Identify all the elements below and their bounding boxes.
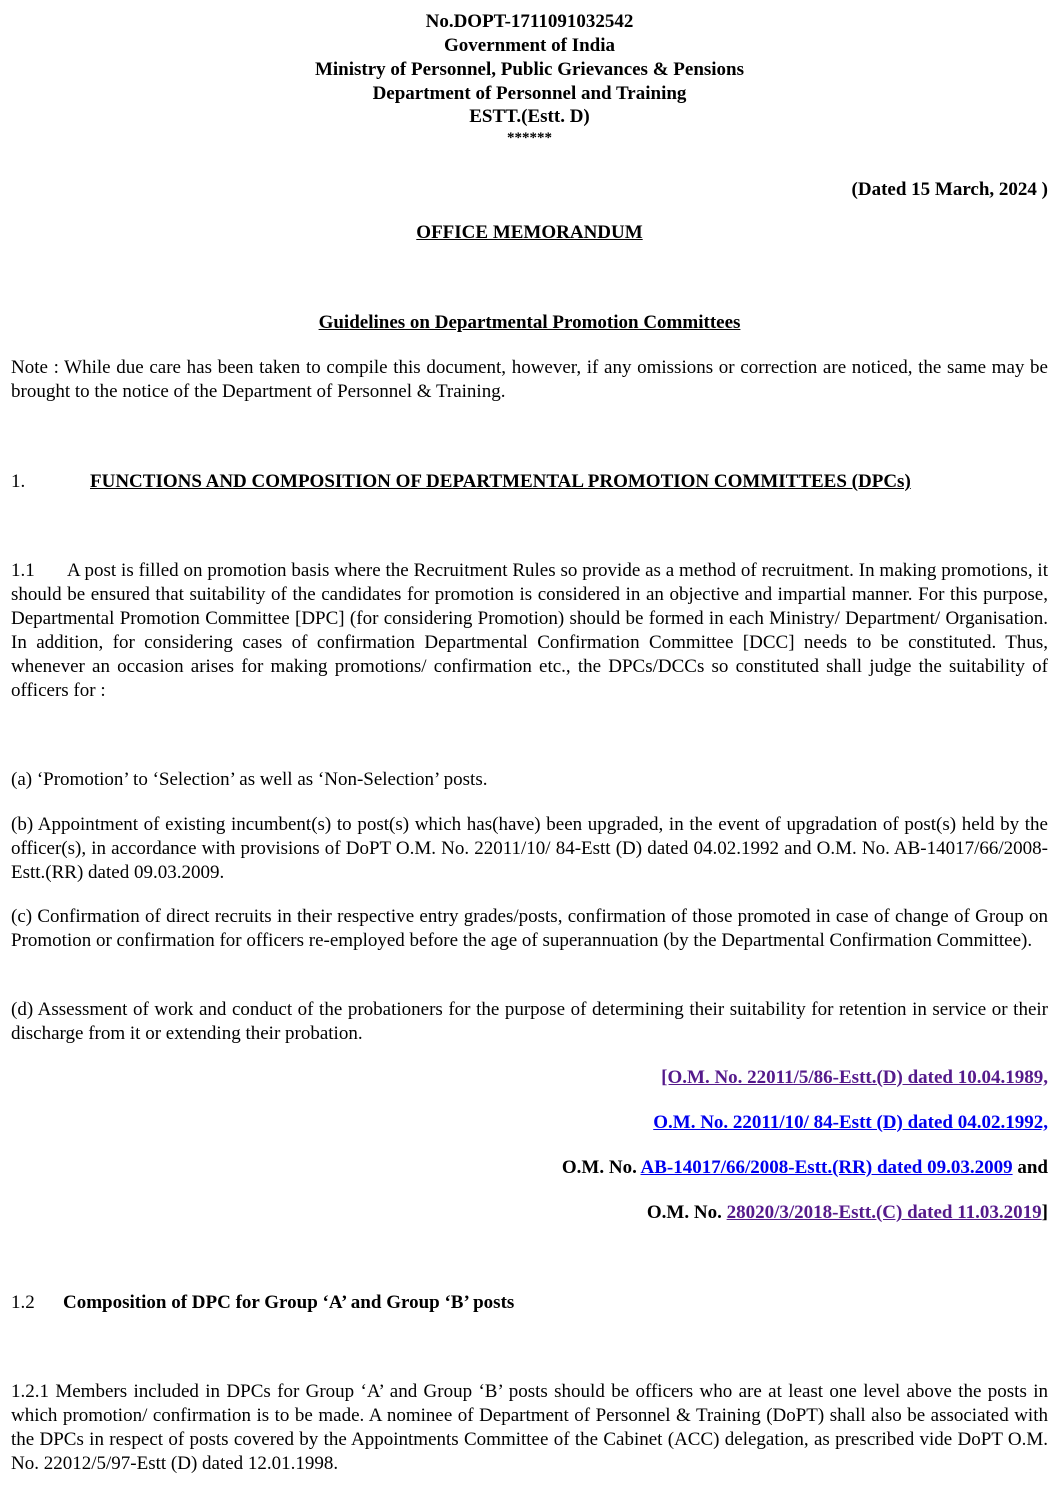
department: Department of Personnel and Training [372,83,687,104]
letterhead [11,10,1048,148]
reference-link-1989[interactable]: [O.M. No. 22011/5/86-Estt.(D) dated 10.04.1989, [661,1067,1048,1088]
section-number: 1. [11,471,26,492]
reference-suffix: ] [1041,1202,1048,1223]
date: (Dated 15 March, 2024 ) [851,179,1048,200]
reference-suffix: and [1012,1157,1048,1178]
reference-3 [11,1156,1048,1180]
reference-number: No.DOPT-1711091032542 [425,11,634,32]
ministry: Ministry of Personnel, Public Grievances & Pensions [314,59,745,80]
item-b: (b) Appointment of existing incumbent(s) to post(s) which has(have) been upgraded, in the event of upgradation of post(s) held by the officer(s), in accordance with provisions of DoPT O.M. No. 22011/10/ 84-Estt (D) dated 04.02.1992 and O.M. No. AB-14017/66/2008-Estt.(RR) dated 09.03.2009. [11,814,1048,883]
paragraph-1-1 [11,559,1048,703]
section: ESTT.(Estt. D) [469,106,590,127]
reference-link-2009[interactable]: AB-14017/66/2008-Estt.(RR) dated 09.03.2009 [640,1157,1013,1178]
reference-link-1992[interactable]: O.M. No. 22011/10/ 84-Estt (D) dated 04.02.1992, [653,1112,1048,1133]
section-number: 1.2 [11,1292,35,1313]
paragraph-1-2-1: 1.2.1 Members included in DPCs for Group ‘A’ and Group ‘B’ posts should be officers who are at least one level above the posts in which promotion/ confirmation is to be made. A nominee of Department of Personnel & Training (DoPT) shall also be associated with the DPCs in respect of posts covered by the Appointments Committee of the Cabinet (ACC) delegation, as prescribed vide DoPT O.M. No. 22012/5/97-Estt (D) dated 12.01.1998. [11,1381,1048,1474]
paragraph-number: 1.1 [11,560,35,581]
section-1-heading [11,470,1048,494]
item-c: (c) Confirmation of direct recruits in their respective entry grades/posts, confirmation of those promoted in case of change of Group on Promotion or confirmation for officers re-employed before the age of superannuation (by the Departmental Confirmation Committee). [11,906,1048,951]
subject: Guidelines on Departmental Promotion Committees [318,312,741,333]
note: Note : While due care has been taken to compile this document, however, if any omissions or correction are noticed, the same may be brought to the notice of the Department of Personnel & Training. [11,357,1048,402]
section-title: FUNCTIONS AND COMPOSITION OF DEPARTMENTAL PROMOTION COMMITTEES (DPCs) [90,471,911,492]
reference-4 [11,1201,1048,1225]
item-a: (a) ‘Promotion’ to ‘Selection’ as well as ‘Non-Selection’ posts. [11,769,488,790]
reference-2 [11,1111,1048,1135]
separator-stars: ****** [507,130,552,146]
reference-prefix: O.M. No. [561,1157,641,1178]
item-d: (d) Assessment of work and conduct of the probationers for the purpose of determining their suitability for retention in service or their discharge from it or extending their probation. [11,999,1048,1044]
government: Government of India [444,35,615,56]
section-1-2-heading [11,1291,1048,1315]
section-title: Composition of DPC for Group ‘A’ and Group ‘B’ posts [63,1292,515,1313]
reference-prefix: O.M. No. [646,1202,727,1223]
document-type: OFFICE MEMORANDUM [416,222,643,243]
reference-1 [11,1066,1048,1090]
paragraph-text: A post is filled on promotion basis where the Recruitment Rules so provide as a method of recruitment. In making promotions, it should be ensured that suitability of the candidates for promotion is considered in an objective and impartial manner. For this purpose, Departmental Promotion Committee [DPC] (for considering Promotion) should be formed in each Ministry/ Department/ Organisation. In addition, for considering cases of confirmation Departmental Confirmation Committee [DCC] needs to be constituted. Thus, whenever an occasion arises for making promotions/ confirmation etc., the DPCs/DCCs so constituted shall judge the suitability of officers for : [11,560,1048,701]
reference-link-2019[interactable]: 28020/3/2018-Estt.(C) dated 11.03.2019 [726,1202,1042,1223]
